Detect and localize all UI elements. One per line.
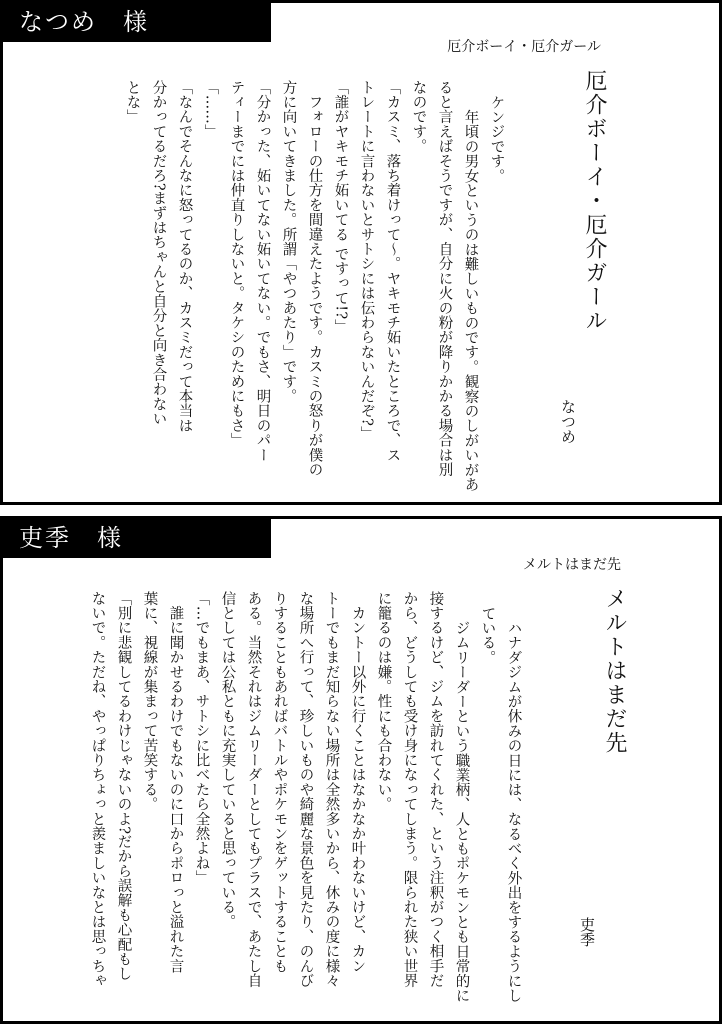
story-line: 「…でもまあ、サトシに比べたら全然よね」: [193, 591, 210, 885]
story-line: 「分かった、妬いてない妬いてない。でもさ、明日のパー: [254, 80, 271, 463]
story-line: 葉に、視線が集まって苦笑する。: [141, 591, 158, 812]
story-line: ると言えばそうですが、自分に火の粉が降りかかる場合は別: [436, 80, 453, 477]
header-story-title: 厄介ボーイ・厄介ガール: [447, 39, 601, 55]
author-tab: 吏季 様: [3, 519, 271, 558]
story-line: な場所へ行って、珍しいものや綺麗な景色を見たり、のんび: [297, 591, 314, 988]
story-line: トレートに言わないとサトシには伝わらないんだぞ?」: [358, 80, 375, 441]
story-line: 「別に悲観してるわけじゃないのよ?だから誤解も心配もし: [115, 591, 132, 982]
story-line: 「……」: [202, 80, 219, 139]
story-line: 分かってるだろ?まずはちゃんと自分と向き合わない: [150, 80, 167, 427]
story-line: カントー以外に行くことはなかなか叶わないけど、カン: [349, 591, 366, 974]
story-author: なつめ: [559, 399, 577, 444]
story-line: 接するけど、ジムを訪れてくれた、という注釈がつく相手だ: [427, 591, 444, 988]
story-line: 年頃の男女というのは難しいものです。観察のしがいがあ: [462, 95, 479, 492]
story-line: ハナダジムが休みの日には、なるべく外出をするようにし: [505, 606, 522, 1003]
story-line: ある。当然それはジムリーダーとしてもプラスで、あたし自: [245, 591, 262, 988]
story-line: 信としては公私ともに充実していると思っている。: [219, 591, 236, 930]
story-title: 厄介ボーイ・厄介ガール: [582, 69, 607, 333]
header-story-title: メルトはまだ先: [523, 557, 621, 573]
story-line: ジムリーダーという職業柄、人ともポケモンとも日常的に: [453, 606, 470, 1003]
story-line: なのです。: [410, 80, 427, 154]
author-tab: なつめ 様: [3, 3, 271, 42]
story-line: とな」: [124, 80, 141, 125]
story-line: から、どうしても受け身になってしまう。限られた狭い世界: [401, 591, 418, 988]
story-line: りすることもあればバトルやポケモンをゲットすることも: [271, 591, 288, 974]
story-line: ないで。ただね、やっぱりちょっと羨ましいなとは思っちゃ: [89, 591, 106, 988]
story-line: 方に向いてきました。所謂「やつあたり」です。: [280, 80, 297, 404]
story-line: トーでもまだ知らない場所は全然多いから、休みの度に様々: [323, 591, 340, 988]
story-panel-riki: [0, 516, 722, 1024]
story-author: 吏季: [578, 917, 596, 947]
story-line: に籠るのは嫌。性にも合わない。: [375, 591, 392, 812]
story-line: 「カスミ、落ち着けって〜。ヤキモチ妬いたところで、ス: [384, 80, 401, 463]
story-panel-natsume: [0, 0, 722, 505]
story-title: メルトはまだ先: [602, 587, 627, 755]
story-line: ティーまでには仲直りしないと。タケシのためにもさ」: [228, 80, 245, 448]
story-line: 「誰がヤキモチ妬いてる ですって!?」: [332, 80, 349, 335]
story-line: ケンジです。: [488, 95, 505, 184]
story-line: ている。: [479, 606, 496, 665]
story-line: 誰に聞かせるわけでもないのに口からポロっと溢れた言: [167, 591, 184, 974]
story-line: フォローの仕方を間違えたようです。カスミの怒りが僕の: [306, 80, 323, 477]
story-line: 「なんでそんなに怒ってるのか、カスミだって本当は: [176, 80, 193, 433]
